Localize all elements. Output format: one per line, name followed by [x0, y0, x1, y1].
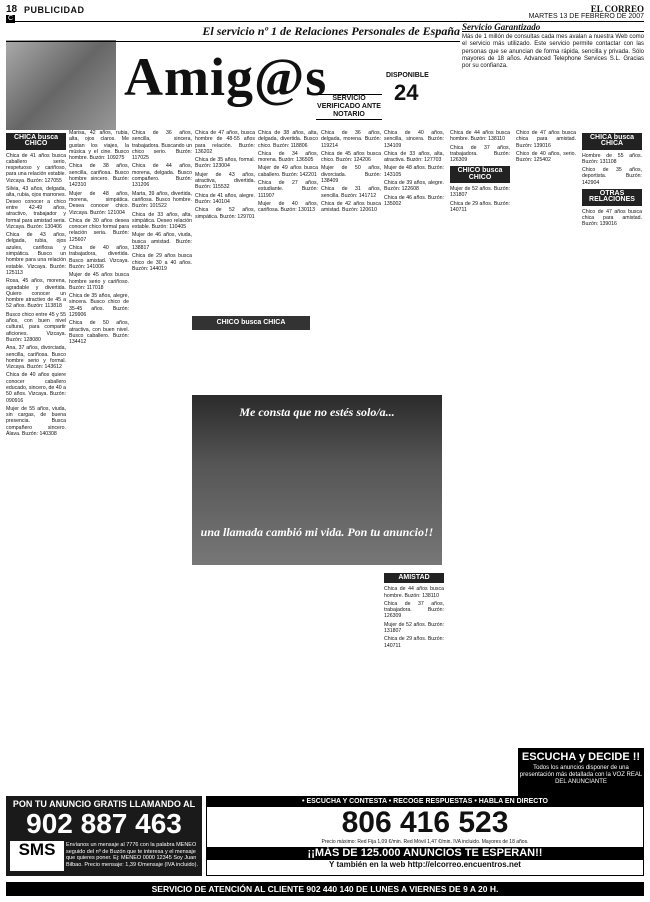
ad-item: Chica de 27 años, estudiante. Buzón: 111907: [258, 180, 318, 199]
category-amistad: AMISTAD: [384, 573, 444, 583]
ad-item: Chica de 39 años, alegre. Buzón: 122608: [384, 180, 444, 193]
ad-item: Chica de 38 años, alta, delgada, divertida. Busco chico. Buzón: 118806: [258, 130, 318, 149]
category-otras: OTRAS RELACIONES: [582, 189, 642, 206]
ad-item: Chica de 37 años, trabajadora. Buzón: 126309: [384, 600, 444, 620]
page-number: 18: [6, 4, 18, 15]
escucha-text: Todos los anuncios disponer de una presentación más detallada con la VOZ REAL DEL ANUNCIANTE: [519, 765, 643, 785]
ad-item: Ana, 37 años, divorciada, sencilla, cariñosa. Busco hombre serio y formal. Vizcaya. Buzón: 143612: [6, 345, 66, 371]
free-ad-banner: [6, 796, 202, 876]
ad-item: Chica de 38 años, sencilla, cariñosa. Busco hombre sincero. Buzón: 142310: [69, 163, 129, 189]
escucha-box: [518, 748, 644, 796]
category-chico-busca-chica: CHICO busca CHICA: [192, 316, 310, 330]
ad-item: Mujer de 46 años, viuda, busca amistad. Buzón: 138817: [132, 232, 192, 252]
ad-item: Chica de 42 años busca amistad. Buzón: 120610: [321, 200, 381, 214]
ad-item: Chica de 37 años, trabajadora. Buzón: 126309: [450, 144, 510, 164]
promo-line-1: Me consta que no estés solo/a...: [239, 405, 395, 419]
ad-item: Chico de 40 años, serio. Buzón: 125402: [516, 150, 576, 164]
ad-item: Chica de 44 años, morena, delgada. Busco compañero. Buzón: 131206: [132, 163, 192, 189]
ad-item: Chica de 36 años, delgada, morena. Buzón: 119214: [321, 130, 381, 149]
banner-tagline: El servicio nº 1 de Relaciones Personales de España: [6, 24, 460, 42]
bottom-banners: [6, 796, 644, 896]
ad-column-4: [195, 130, 255, 310]
free-ad-line: PON TU ANUNCIO GRATIS LLAMANDO AL: [12, 799, 196, 809]
ad-column-6: [321, 130, 381, 390]
price-note: Precio máximo: Red Fija 1,09 €/min. Red Móvil 1,47 €/min. IVA incluido. Mayores de 18 años.: [321, 839, 529, 845]
amigas-banner: [6, 24, 460, 118]
service-text: Más de 1 millón de consultas cada mes avalan a nuestra Web como el servicio más utilizado. Este servicio permite contactar con las personas que se anuncian de forma rápida, sencilla y privada. Sólo mayores de 18 años. Advanced Telephone Services S.L. Gracias por su confianza.: [462, 34, 644, 70]
category-chica-busca-chica: CHICA busca CHICA: [582, 133, 642, 150]
listen-options: • ESCUCHA Y CONTESTA • RECOGE RESPUESTAS • HABLA EN DIRECTO: [207, 797, 643, 807]
ad-item: Silvia, 43 años, delgada, alta, rubia, ojos marrones. Deseo conocer a chico entre 42-49 años, atractivo, trabajador y formal para amistad seria. Vizcaya. Buzón: 130406: [6, 186, 66, 230]
ad-item: Mujer de 43 años, atractiva, divertida. Buzón: 115532: [195, 171, 255, 191]
sms-logo: SMS: [10, 841, 64, 871]
ad-column-2: [69, 130, 129, 790]
ad-item: Chica de 40 años quiere conocer caballero educado, sincero, de 40 a 50 años. Vizcaya. Buzón: 090916: [6, 372, 66, 404]
ad-item: Chica de 44 años busca hombre. Buzón: 138110: [450, 130, 510, 143]
verified-badge: SERVICIO VERIFICADO ANTE NOTARIO: [317, 95, 381, 118]
ad-item: Chica de 35 años, formal. Buzón: 123004: [195, 157, 255, 170]
ad-item: Rosa, 45 años, morena, agradable y divertida. Quiero conocer un hombre atractivo de 45 a 52 años. Buzón: 113818: [6, 278, 66, 310]
listen-banner: [206, 796, 644, 876]
ad-item: Marisa, 42 años, rubia, alta, ojos claros. Me gustan los viajes, la música y el cine. Busco hombre. Buzón: 109275: [69, 130, 129, 162]
ad-item: Chica de 41 años, alegre. Buzón: 140104: [195, 192, 255, 205]
ad-item: Chica de 36 años, sencilla, sincera, trabajadora. Buscando un chico serio. Buzón: 117025: [132, 130, 192, 162]
ad-item: Chica de 29 años. Buzón: 140711: [384, 636, 444, 649]
ad-item: Chica de 41 años busca caballero serio, respetuoso y cariñoso, para una relación estable. Vizcaya. Buzón: 127055: [6, 152, 66, 184]
amigas-logo: Amig@s: [124, 47, 328, 107]
hours-number: 24: [394, 80, 419, 105]
ad-column-3: [132, 130, 192, 390]
customer-service-footer: SERVICIO DE ATENCIÓN AL CLIENTE 902 440 140 DE LUNES A VIERNES DE 9 A 20 H.: [6, 882, 644, 896]
ad-item: Chica de 50 años, atractiva, con buen nivel. Busco caballero. Buzón: 134412: [69, 320, 129, 346]
ad-item: Chica de 31 años, sencilla. Buzón: 141712: [321, 186, 381, 199]
ads-count: ¡¡MÁS DE 125.000 ANUNCIOS TE ESPERAN!!: [207, 847, 643, 860]
ad-item: Chica de 33 años, alta, simpática. Deseo relación estable. Buzón: 110405: [132, 211, 192, 231]
ad-item: Chica de 34 años, morena. Buzón: 136505: [258, 150, 318, 164]
sms-instructions: Envíanos un mensaje al 7776 con la palabra MENEO seguido del nº de Buzón que te interesa y el mensaje que quieres poner. Ej: MENEO 0000 12345 Soy Juan Bilbao. Precio mensaje: 1,39 €/mensaje (IVA incluido).: [66, 842, 198, 868]
service-title: Servicio Garantizado: [462, 24, 644, 32]
ad-item: Mujer de 52 años. Buzón: 131807: [384, 621, 444, 635]
available-label: DISPONIBLE: [386, 72, 429, 79]
category-chico-busca-chico: CHICO busca CHICO: [450, 166, 510, 183]
ad-item: Marta, 39 años, divertida, cariñosa. Busco hombre. Buzón: 101522: [132, 190, 192, 210]
ad-item: Chica de 30 años desea conocer chico formal para relación seria. Buzón: 125607: [69, 217, 129, 243]
free-ad-phone: 902 887 463: [26, 808, 182, 839]
ad-item: Busco chico entre 45 y 55 años, con buen nivel cultural, para compartir aficiones. Vizcaya. Buzón: 128080: [6, 311, 66, 343]
ad-item: Chica de 47 años, busca hombre de 48-55 años para relación. Buzón: 136202: [195, 130, 255, 155]
ad-column-7: [384, 130, 444, 390]
ad-item: Mujer de 48 años. Buzón: 143105: [384, 165, 444, 178]
ad-column-7b: [384, 570, 444, 740]
promo-line-2: una llamada cambió mi vida. Pon tu anuncio!!: [200, 525, 434, 539]
newspaper-name: EL CORREO: [590, 4, 644, 14]
ad-column-10: [582, 130, 642, 740]
ad-item: Mujer de 50 años, divorciada. Buzón: 138409: [321, 165, 381, 185]
ad-item: Chico de 47 años busca chica para amistad. Buzón: 139016: [516, 130, 576, 149]
issue-date: MARTES 13 DE FEBRERO DE 2007: [528, 13, 644, 20]
page-header: [6, 4, 644, 22]
ad-item: Mujer de 45 años busca hombre serio y cariñoso. Buzón: 117018: [69, 272, 129, 291]
listen-phone: 806 416 523: [341, 806, 509, 839]
ad-item: Chica de 40 años, trabajadora, divertida. Busco amistad. Vizcaya. Buzón: 141006: [69, 245, 129, 270]
ad-item: Mujer de 55 años, viuda, sin cargas, de buena presencia. Busca compañero sincero. Álava. Buzón: 140308: [6, 405, 66, 438]
ad-item: Chica de 29 años busca chico de 30 a 40 años. Buzón: 144019: [132, 253, 192, 272]
ad-item: Mujer de 48 años, morena, simpática. Desea conocer chico. Vizcaya. Buzón: 121004: [69, 190, 129, 216]
ad-column-9: [516, 130, 576, 740]
ad-item: Chico de 47 años busca chica para amistad. Buzón: 139016: [582, 208, 642, 228]
ad-item: Chica de 29 años. Buzón: 140711: [450, 200, 510, 213]
section-title: PUBLICIDAD: [24, 5, 85, 15]
website-line: Y también en la web http://elcorreo.encuentros.net: [329, 860, 521, 869]
section-marker: C: [7, 15, 14, 22]
ad-item: Mujer de 40 años, cariñosa. Buzón: 130113: [258, 200, 318, 214]
ad-item: Chica de 46 años. Buzón: 135002: [384, 194, 444, 207]
ad-column-1: [6, 130, 66, 790]
promo-image-ad: [192, 395, 442, 565]
ad-item: Chica de 52 años, simpática. Buzón: 129701: [195, 207, 255, 220]
ad-item: Hombre de 55 años. Buzón: 131108: [582, 152, 642, 165]
ad-item: Mujer de 52 años. Buzón: 131807: [450, 186, 510, 199]
ad-item: Chico de 35 años, deportista. Buzón: 142904: [582, 167, 642, 186]
ad-item: Chica de 35 años, alegre, sincera. Busco chico de 35-45 años. Buzón: 129906: [69, 293, 129, 319]
ad-item: Mujer de 49 años busca caballero. Buzón: 142201: [258, 165, 318, 178]
ad-item: Chica de 43 años, delgada, rubia, ojos azules, cariñosa y simpática. Busco un hombre para una relación estable. Vizcaya. Buzón: 125113: [6, 232, 66, 276]
ad-item: Chica de 33 años, alta, atractiva. Buzón: 127703: [384, 150, 444, 164]
escucha-title: ESCUCHA y DECIDE !!: [521, 751, 641, 763]
category-chica-busca-chico: CHICA busca CHICO: [6, 133, 66, 150]
ad-column-5: [258, 130, 318, 310]
service-box: [462, 24, 644, 126]
ad-item: Chica de 40 años, sencilla, sincera. Buzón: 134109: [384, 130, 444, 149]
ad-item: Chica de 44 años busca hombre. Buzón: 138110: [384, 586, 444, 599]
ad-item: Chica de 45 años busca chico. Buzón: 124206: [321, 150, 381, 164]
ad-column-8: [450, 130, 510, 740]
